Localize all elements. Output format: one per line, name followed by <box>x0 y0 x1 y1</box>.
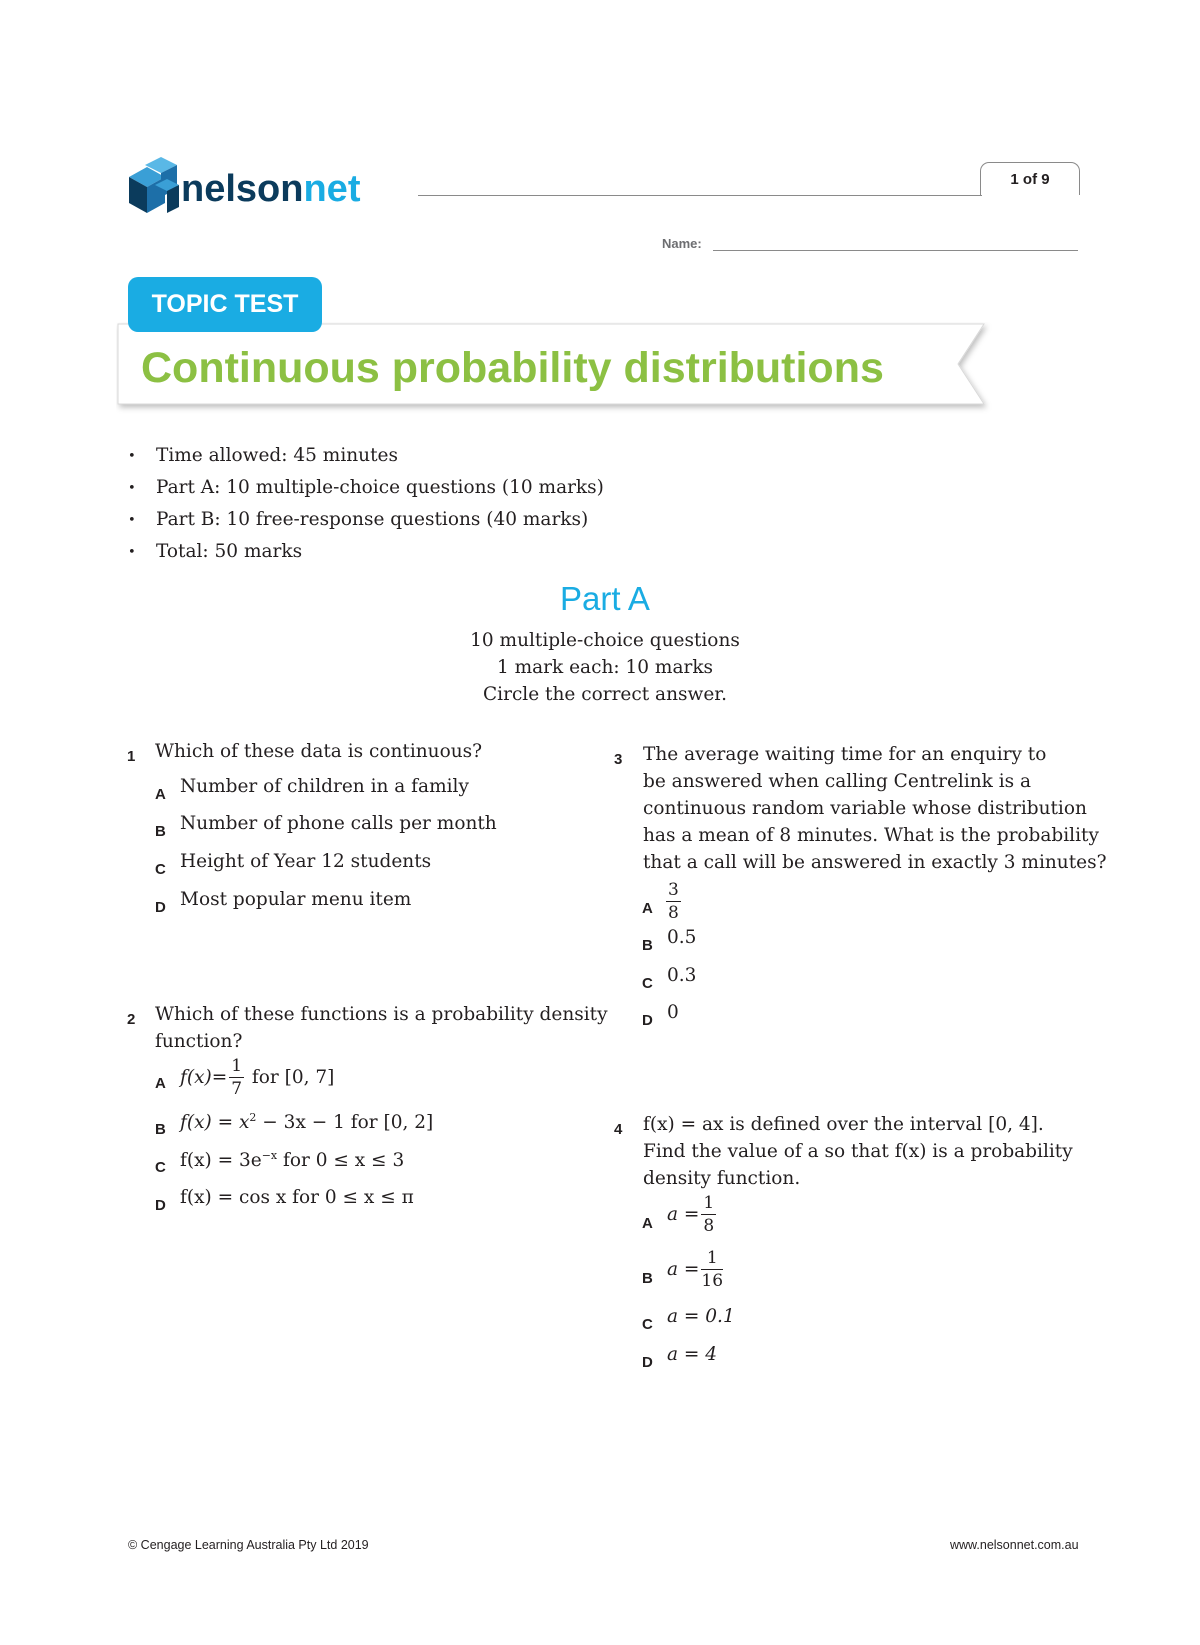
option-text[interactable]: Number of children in a family <box>180 776 469 797</box>
option-letter[interactable]: C <box>642 975 653 992</box>
option-text[interactable]: 0.3 <box>667 965 697 986</box>
fraction: $\frac{1}{8}$ <box>703 1193 715 1236</box>
option-text[interactable]: Most popular menu item <box>180 889 412 910</box>
instruction-line: 1 mark each: 10 marks <box>496 657 714 678</box>
page-indicator: 1 of 9 <box>980 162 1080 195</box>
option-math[interactable] <box>664 882 683 922</box>
question-text: function? <box>155 1031 243 1052</box>
option-letter[interactable]: C <box>642 1316 653 1333</box>
name-label: Name: <box>662 236 702 251</box>
option-math[interactable]: a = $\frac{1}{8}$ <box>667 1193 715 1236</box>
section-title: Part A <box>560 580 650 617</box>
option-letter[interactable]: D <box>642 1354 653 1371</box>
topic-test-badge: TOPIC TEST <box>128 277 322 332</box>
header-rule <box>418 195 982 196</box>
name-field-line[interactable] <box>713 250 1078 251</box>
option-letter[interactable]: A <box>155 786 166 803</box>
question-number: 4 <box>614 1121 623 1138</box>
question-number: 3 <box>614 751 623 768</box>
copyright-text: © Cengage Learning Australia Pty Ltd 2019 <box>128 1538 369 1552</box>
option-letter[interactable]: A <box>642 1215 653 1232</box>
fraction: $\frac{1}{16}$ <box>701 1248 724 1291</box>
option-math[interactable]: a = $\frac{1}{16}$ <box>667 1248 724 1291</box>
question-text: density function. <box>643 1168 801 1189</box>
option-letter[interactable]: B <box>155 1121 166 1138</box>
list-item: • Part B: 10 free-response questions (40 marks) <box>128 509 589 530</box>
option-math[interactable]: f(x) = cos x for 0 ≤ x ≤ π <box>180 1187 414 1208</box>
fraction: $\frac{1}{7}$ <box>231 1056 243 1099</box>
option-text[interactable]: 0.5 <box>667 927 697 948</box>
option-letter[interactable]: C <box>155 861 166 878</box>
test-info-list <box>128 440 604 568</box>
option-letter[interactable]: A <box>642 900 653 917</box>
question-number: 2 <box>127 1011 136 1028</box>
option-letter[interactable]: A <box>155 1075 166 1092</box>
list-item: • Total: 50 marks <box>128 541 303 562</box>
option-text[interactable]: a = 4 <box>667 1344 718 1365</box>
option-letter[interactable]: D <box>642 1012 653 1029</box>
option-text[interactable]: 0 <box>667 1002 679 1023</box>
question-text: has a mean of 8 minutes. What is the probability <box>643 825 1099 846</box>
logo-cube-icon <box>129 157 179 213</box>
question-text: f(x) = ax is defined over the interval [0, 4]. <box>643 1114 1044 1135</box>
question-text: that a call will be answered in exactly 3 minutes? <box>643 852 1107 873</box>
instruction-line: 10 multiple-choice questions <box>470 630 740 651</box>
option-letter[interactable]: B <box>642 937 653 954</box>
option-text[interactable]: Height of Year 12 students <box>180 851 432 872</box>
nelsonnet-logo <box>127 155 427 225</box>
question-text: continuous random variable whose distribution <box>643 798 1087 819</box>
question-text: Which of these data is continuous? <box>155 741 483 762</box>
question-number: 1 <box>127 748 136 765</box>
option-letter[interactable]: B <box>155 823 166 840</box>
list-item: • Time allowed: 45 minutes <box>128 445 398 466</box>
option-math[interactable]: $f(x) = x^2 - 3x - 1$ for [0, 2] <box>180 1111 434 1134</box>
fraction: $\frac{3}{8}$ <box>668 880 679 923</box>
option-math[interactable]: $f(x) = 3e^{-x}$ for 0 ≤ x ≤ 3 <box>180 1149 405 1172</box>
option-letter[interactable]: D <box>155 1197 166 1214</box>
question-text: Which of these functions is a probability density <box>155 1004 608 1025</box>
question-text: The average waiting time for an enquiry to <box>643 744 1047 765</box>
question-text: Find the value of a so that f(x) is a probability <box>643 1141 1073 1162</box>
website-link[interactable]: www.nelsonnet.com.au <box>950 1538 1079 1552</box>
option-letter[interactable]: D <box>155 899 166 916</box>
question-text: be answered when calling Centrelink is a <box>643 771 1032 792</box>
list-item: • Part A: 10 multiple-choice questions (10 marks) <box>128 477 604 498</box>
logo-wordmark: nelsonnet <box>181 168 361 210</box>
page-title: Continuous probability distributions <box>141 344 884 392</box>
option-letter[interactable]: C <box>155 1159 166 1176</box>
option-math[interactable]: f(x)= $\frac{1}{7}$ for [0, 7] <box>180 1056 335 1099</box>
option-text[interactable]: a = 0.1 <box>667 1306 735 1327</box>
instruction-line: Circle the correct answer. <box>483 684 727 705</box>
option-text[interactable]: Number of phone calls per month <box>180 813 497 834</box>
option-letter[interactable]: B <box>642 1270 653 1287</box>
